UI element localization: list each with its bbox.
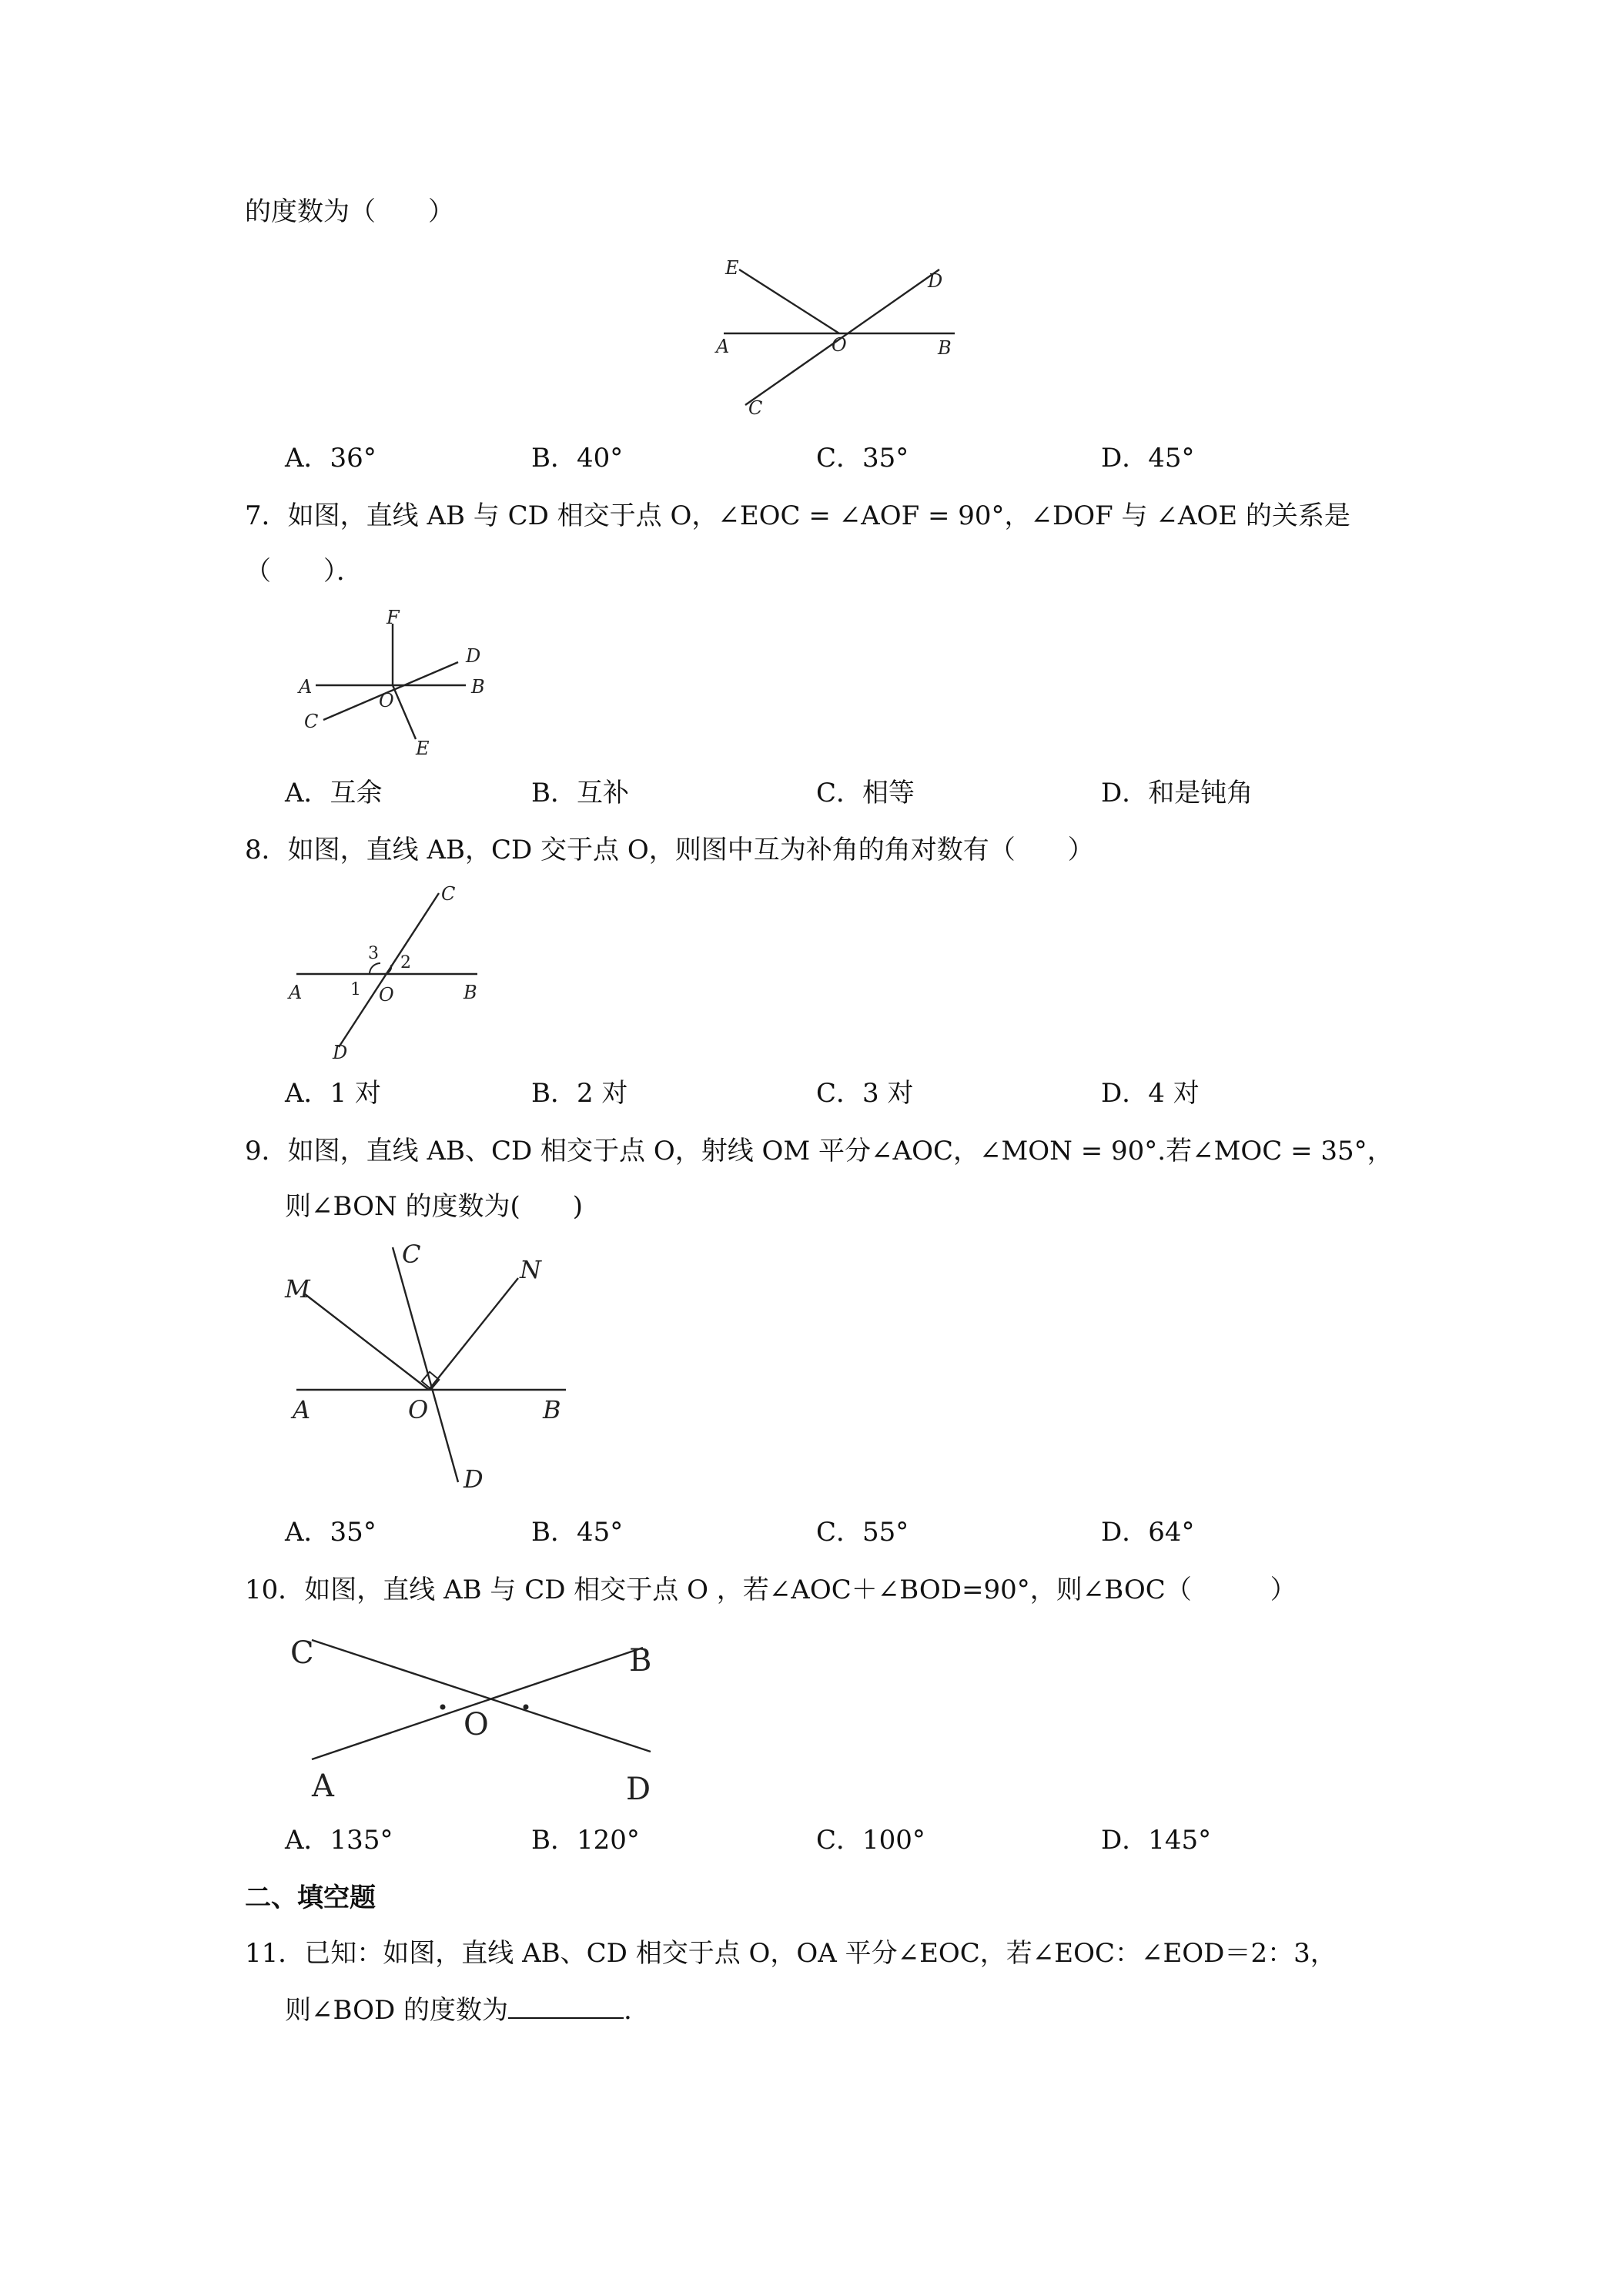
q9-label-o: O (408, 1395, 429, 1424)
q8-label-a: A (289, 982, 303, 1003)
q6-label-e: E (725, 257, 739, 279)
q7-label-d: D (466, 645, 481, 667)
q9-ray-on (429, 1278, 518, 1390)
q11-text-prefix: 则∠BOD 的度数为 (285, 1995, 509, 2026)
q9-label-d: D (463, 1464, 484, 1494)
q6-option-c: C．35° (816, 443, 909, 474)
q9-label-b: B (543, 1395, 561, 1424)
q10-label-c: C (290, 1635, 314, 1671)
q11-answer-blank (508, 1993, 624, 2019)
q8-text-line1: 8．如图，直线 AB，CD 交于点 O，则图中互为补角的角对数有（ ） (245, 835, 1094, 865)
q9-label-m: M (285, 1274, 310, 1304)
q7-label-f: F (387, 607, 400, 628)
q10-label-o: O (463, 1707, 489, 1742)
q8-angle-arc (370, 963, 380, 974)
q6-figure (708, 254, 970, 431)
q6-text-tail: 的度数为（ ） (245, 196, 454, 227)
q6-option-b: B．40° (531, 443, 624, 474)
q7-option-d: D．和是钝角 (1101, 778, 1253, 808)
q10-label-b: B (629, 1643, 652, 1678)
q7-option-c: C．相等 (816, 778, 915, 808)
q7-option-b: B．互补 (531, 778, 629, 808)
q7-label-b: B (471, 676, 485, 698)
q9-label-a: A (293, 1395, 311, 1424)
q9-text-line2: 则∠BON 的度数为( ) (285, 1191, 584, 1222)
q8-label-o: O (379, 984, 394, 1006)
q9-figure (281, 1236, 589, 1498)
q6-option-d: D．45° (1101, 443, 1195, 474)
q8-option-d: D．4 对 (1101, 1078, 1200, 1109)
q7-ray-oe (393, 685, 416, 739)
q11-text-suffix: . (624, 1995, 632, 2026)
q10-line-ab (312, 1648, 643, 1759)
q7-figure (293, 608, 508, 762)
q9-option-b: B．45° (531, 1517, 624, 1548)
q8-label-b: B (463, 982, 477, 1003)
q9-label-n: N (520, 1255, 541, 1284)
q9-option-a: A．35° (285, 1517, 376, 1548)
q10-option-b: B．120° (531, 1825, 640, 1856)
q10-label-a: A (312, 1769, 334, 1804)
q10-label-d: D (626, 1772, 651, 1807)
q10-option-c: C．100° (816, 1825, 925, 1856)
q7-option-a: A．互余 (285, 778, 383, 808)
q7-label-c: C (304, 711, 319, 732)
q9-option-c: C．55° (816, 1517, 909, 1548)
q10-option-a: A．135° (285, 1825, 393, 1856)
q9-text-line1: 9．如图，直线 AB、CD 相交于点 O，射线 OM 平分∠AOC，∠MON = 90°.若∠MOC = 35°， (245, 1136, 1394, 1166)
q6-label-a: A (716, 336, 730, 357)
q6-label-b: B (938, 337, 952, 359)
q8-option-a: A．1 对 (285, 1078, 381, 1109)
q8-label-3: 3 (368, 944, 379, 963)
q6-ray-oe (739, 269, 839, 333)
q6-label-c: C (748, 397, 763, 419)
q8-option-b: B．2 对 (531, 1078, 628, 1109)
q6-label-d: D (928, 270, 943, 292)
section-heading-fill-in: 二、填空题 (245, 1883, 376, 1913)
q7-label-a: A (299, 676, 313, 698)
q8-figure (285, 882, 500, 1063)
q7-label-e: E (416, 738, 430, 759)
q10-option-d: D．145° (1101, 1825, 1212, 1856)
q8-label-d: D (333, 1042, 348, 1063)
q11-text-line1: 11．已知：如图，直线 AB、CD 相交于点 O，OA 平分∠EOC，若∠EOC：∠EOD＝2：3， (245, 1938, 1337, 1969)
q8-label-c: C (441, 883, 456, 905)
q11-text-line2 (285, 1993, 632, 2027)
q8-option-c: C．3 对 (816, 1078, 914, 1109)
q8-label-1: 1 (350, 980, 361, 999)
q6-option-a: A．36° (285, 443, 376, 474)
q6-label-o: O (832, 334, 847, 356)
q8-line-cd (339, 893, 439, 1047)
q10-text-line1: 10．如图，直线 AB 与 CD 相交于点 O ，若∠AOC＋∠BOD=90°，则∠BOC（ ） (245, 1575, 1297, 1605)
q10-angle-dot (440, 1705, 446, 1710)
q7-text-line2: （ ）． (245, 556, 363, 587)
q9-label-c: C (402, 1240, 421, 1269)
q8-label-2: 2 (400, 953, 411, 972)
q7-text-line1: 7．如图，直线 AB 与 CD 相交于点 O，∠EOC = ∠AOF = 90°，∠DOF 与 ∠AOE 的关系是 (245, 500, 1350, 531)
q10-figure (281, 1621, 681, 1821)
q7-label-o: O (379, 690, 394, 711)
q9-option-d: D．64° (1101, 1517, 1195, 1548)
q10-angle-dot (524, 1705, 529, 1710)
